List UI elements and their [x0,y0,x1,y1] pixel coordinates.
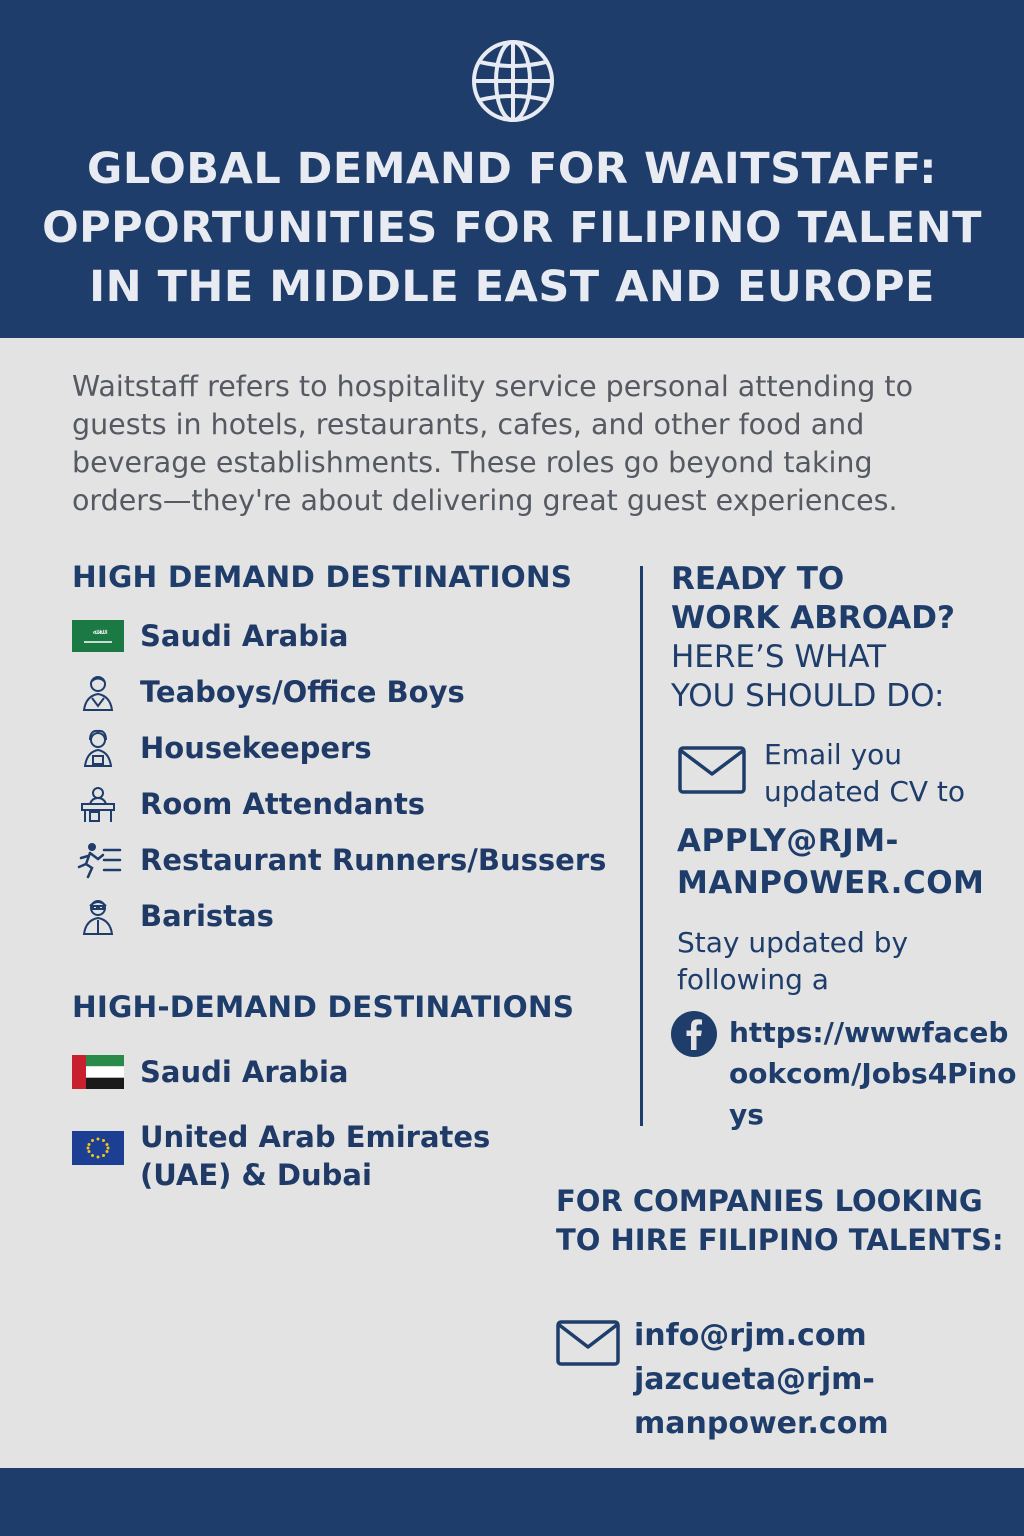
list-item-label: Saudi Arabia [140,1055,349,1089]
facebook-icon[interactable] [670,1010,718,1058]
list-item-label: Teaboys/Office Boys [140,675,465,709]
list-item-label: United Arab Emirates (UAE) & Dubai [140,1120,491,1192]
title-line-1: GLOBAL DEMAND FOR WAITSTAFF: [87,144,937,194]
title-line-3: IN THE MIDDLE EAST AND EUROPE [89,262,935,312]
list-item-label: Baristas [140,899,274,933]
facebook-link[interactable]: https://wwwfacebookcom/Jobs4Pinoys [729,1016,1017,1131]
saudi-flag-icon [72,620,124,652]
section-heading-high-demand: HIGH-DEMAND DESTINATIONS [72,990,575,1024]
title-line-2: OPPORTUNITIES FOR FILIPINO TALENT [42,203,982,253]
svg-text:ﷲ ﷲ: ﷲ ﷲ [92,628,104,636]
list-item [72,1118,500,1194]
ready-bold-line-2: WORK ABROAD? [671,600,955,636]
list-item [72,672,465,712]
list-item [72,728,372,768]
ready-normal-line-1: HERE’S WHAT [671,639,887,675]
section-heading-destinations: HIGH DEMAND DESTINATIONS [72,560,573,594]
ready-normal-line-2: YOU SHOULD DO: [671,678,945,714]
header-banner [0,0,1024,338]
barista-icon [78,896,118,936]
eu-flag-icon [72,1131,124,1165]
page-title [20,140,1004,317]
ready-bold-line-1: READY TO [671,561,845,597]
apply-email-link[interactable]: APPLY@RJM-MANPOWER.COM [677,823,985,901]
info-email-link[interactable]: info@rjm.com [634,1318,867,1353]
list-item-label: Room Attendants [140,787,426,821]
uae-flag-icon [72,1055,124,1089]
list-item [72,1052,348,1092]
list-item [72,840,606,880]
companies-heading: FOR COMPANIES LOOKING TO HIRE FILIPINO TALENTS: [556,1184,1004,1257]
runner-icon [74,840,122,880]
company-contacts [634,1314,1014,1446]
globe-icon [470,38,556,124]
list-item-label: Housekeepers [140,731,372,765]
envelope-icon [556,1320,620,1366]
jazcueta-email-link[interactable]: jazcueta@rjm-manpower.com [634,1362,889,1441]
list-item [72,616,348,656]
list-item-label: Saudi Arabia [140,619,349,653]
stay-updated-text: Stay updated by following a [677,926,909,996]
column-divider [640,566,643,1126]
ready-heading [671,560,1011,716]
housekeeper-icon [78,728,118,768]
intro-paragraph: Waitstaff refers to hospitality service personal attending to guests in hotels, restaurants, cafes, and other food and beverage establishments. These roles go beyond taking orders—they're about delivering great guest experiences. [72,370,914,517]
email-cv-instruction: Email you updated CV to [764,738,966,808]
list-item-label: Restaurant Runners/Bussers [140,843,607,877]
office-boy-icon [78,672,118,712]
envelope-icon [678,746,746,794]
room-attendant-icon [78,784,118,824]
list-item [72,896,274,936]
footer-bar [0,1468,1024,1536]
list-item [72,784,425,824]
